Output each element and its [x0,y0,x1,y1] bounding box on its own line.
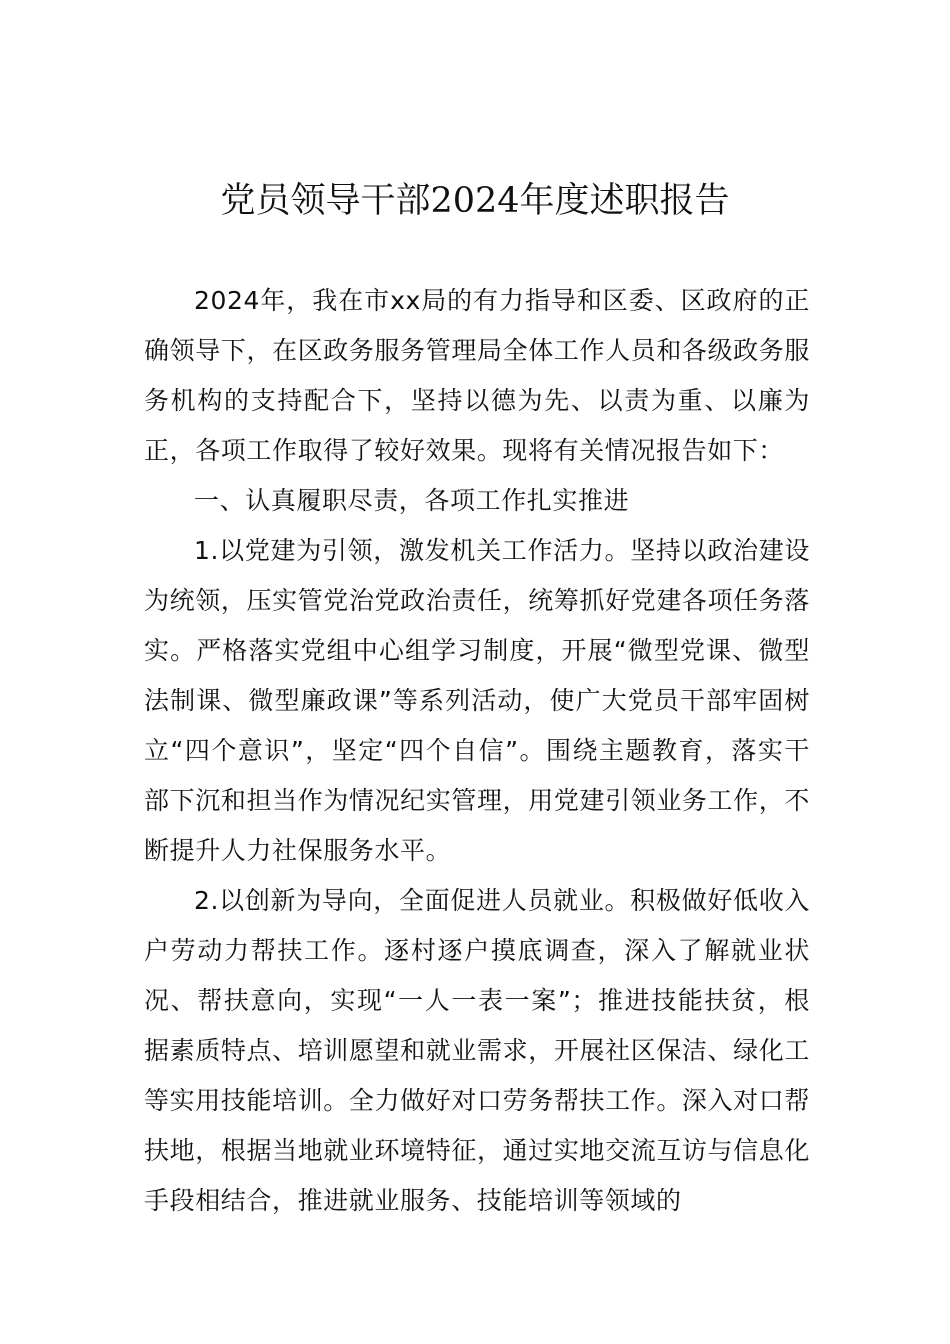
intro-paragraph: 2024年，我在市xx局的有力指导和区委、区政府的正确领导下，在区政务服务管理局全体工作人员和各级政务服务机构的支持配合下，坚持以德为先、以责为重、以廉为正，各项工作取得了较好效果。现将有关情况报告如下： [144,286,810,465]
item-paragraph-2: 2.以创新为导向，全面促进人员就业。积极做好低收入户劳动力帮扶工作。逐村逐户摸底调查，深入了解就业状况、帮扶意向，实现“一人一表一案”；推进技能扶贫，根据素质特点、培训愿望和就业需求，开展社区保洁、绿化工等实用技能培训。全力做好对口劳务帮扶工作。深入对口帮扶地，根据当地就业环境特征，通过实地交流互访与信息化手段相结合，推进就业服务、技能培训等领域的 [144,886,810,1215]
document-body [144,276,810,1226]
item-paragraph-1: 1.以党建为引领，激发机关工作活力。坚持以政治建设为统领，压实管党治党政治责任，统筹抓好党建各项任务落实。严格落实党组中心组学习制度，开展“微型党课、微型法制课、微型廉政课”等系列活动，使广大党员干部牢固树立“四个意识”，坚定“四个自信”。围绕主题教育，落实干部下沉和担当作为情况纪实管理，用党建引领业务工作，不断提升人力社保服务水平。 [144,536,810,865]
document-title: 党员领导干部2024年度述职报告 [220,181,730,221]
section-heading-1: 一、认真履职尽责，各项工作扎实推进 [194,486,630,515]
